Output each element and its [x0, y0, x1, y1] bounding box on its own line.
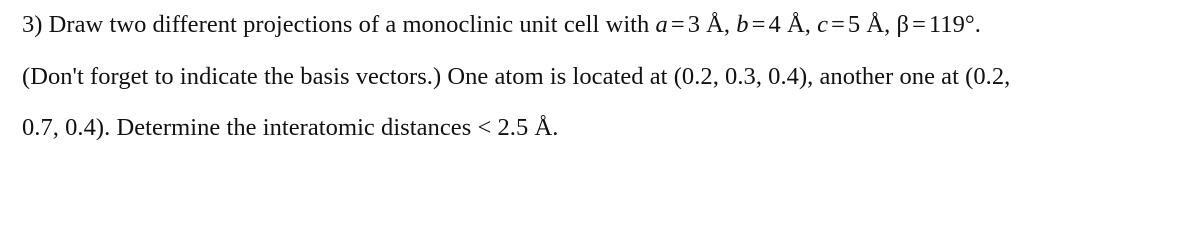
lattice-a-value: 3 Å,: [687, 11, 731, 38]
equals-sign: =: [831, 11, 845, 38]
lattice-c-symbol: c: [817, 11, 829, 38]
lattice-b-value: 4 Å,: [768, 11, 811, 38]
lattice-b-symbol: b: [736, 11, 749, 38]
equals-sign: =: [670, 11, 685, 38]
equals-sign: =: [751, 11, 766, 38]
problem-line-1: [22, 10, 981, 40]
problem-line-3: 0.7, 0.4). Determine the interatomic distances < 2.5 Å.: [22, 114, 559, 141]
equals-sign: =: [912, 11, 926, 38]
beta-angle-value: 119°.: [928, 11, 981, 38]
problem-line-2: (Don't forget to indicate the basis vectors.) One atom is located at (0.2, 0.3, 0.4), another one at (0.2,: [22, 63, 1011, 90]
lattice-c-value: 5 Å,: [847, 11, 891, 38]
problem-intro: 3) Draw two different projections of a monoclinic unit cell with: [22, 11, 650, 38]
beta-angle-symbol: β: [896, 11, 909, 38]
lattice-a-symbol: a: [655, 11, 668, 38]
